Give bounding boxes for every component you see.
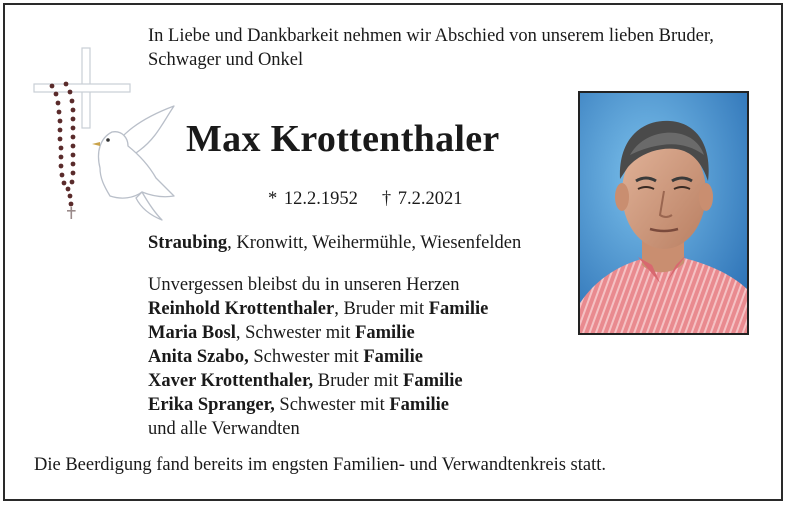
mourner-row bbox=[148, 345, 488, 369]
mourner-relation: , Bruder mit bbox=[334, 299, 429, 319]
mourner-family: Familie bbox=[403, 371, 463, 391]
portrait-photo bbox=[578, 91, 749, 335]
funeral-notice: Die Beerdigung fand bereits im engsten Familien- und Verwandtenkreis statt. bbox=[34, 455, 606, 475]
place-main: Straubing bbox=[148, 233, 228, 253]
mourner-relation: Schwester mit bbox=[274, 395, 390, 415]
mourner-row bbox=[148, 297, 488, 321]
mourners-closing: und alle Verwandten bbox=[148, 419, 300, 439]
intro-text: In Liebe und Dankbarkeit nehmen wir Abschied von unserem lieben Bruder, Schwager und Onkel bbox=[148, 26, 714, 70]
mourner-name: Maria Bosl bbox=[148, 323, 236, 343]
mourner-relation: , Schwester mit bbox=[235, 323, 356, 343]
places-line bbox=[148, 233, 521, 254]
place-rest: , Kronwitt, Weihermühle, Wiesenfelden bbox=[227, 233, 522, 253]
mourners-opening: Unvergessen bleibst du in unseren Herzen bbox=[148, 275, 460, 295]
mourner-name: Erika Spranger, bbox=[148, 395, 275, 415]
cross-dove-rosary-icon bbox=[30, 46, 180, 221]
mourner-relation: Schwester mit bbox=[248, 347, 364, 367]
mourner-family: Familie bbox=[363, 347, 423, 367]
life-dates bbox=[268, 189, 463, 210]
mourner-family: Familie bbox=[355, 323, 415, 343]
mourner-family: Familie bbox=[428, 299, 489, 319]
mourner-name: Reinhold Krottenthaler bbox=[148, 299, 335, 319]
birth-date: * 12.2.1952 bbox=[268, 189, 358, 209]
mourner-family: Familie bbox=[389, 395, 449, 415]
mourner-name: Anita Szabo, bbox=[148, 347, 249, 367]
mourner-name: Xaver Krottenthaler, bbox=[148, 371, 314, 391]
mourner-row bbox=[148, 321, 488, 345]
death-date: † 7.2.2021 bbox=[381, 189, 463, 209]
portrait-image bbox=[580, 93, 747, 333]
mourner-relation: Bruder mit bbox=[313, 371, 404, 391]
mourners-list bbox=[148, 273, 488, 441]
deceased-name: Max Krottenthaler bbox=[186, 118, 500, 160]
mourner-row bbox=[148, 369, 488, 393]
mourner-row bbox=[148, 393, 488, 417]
